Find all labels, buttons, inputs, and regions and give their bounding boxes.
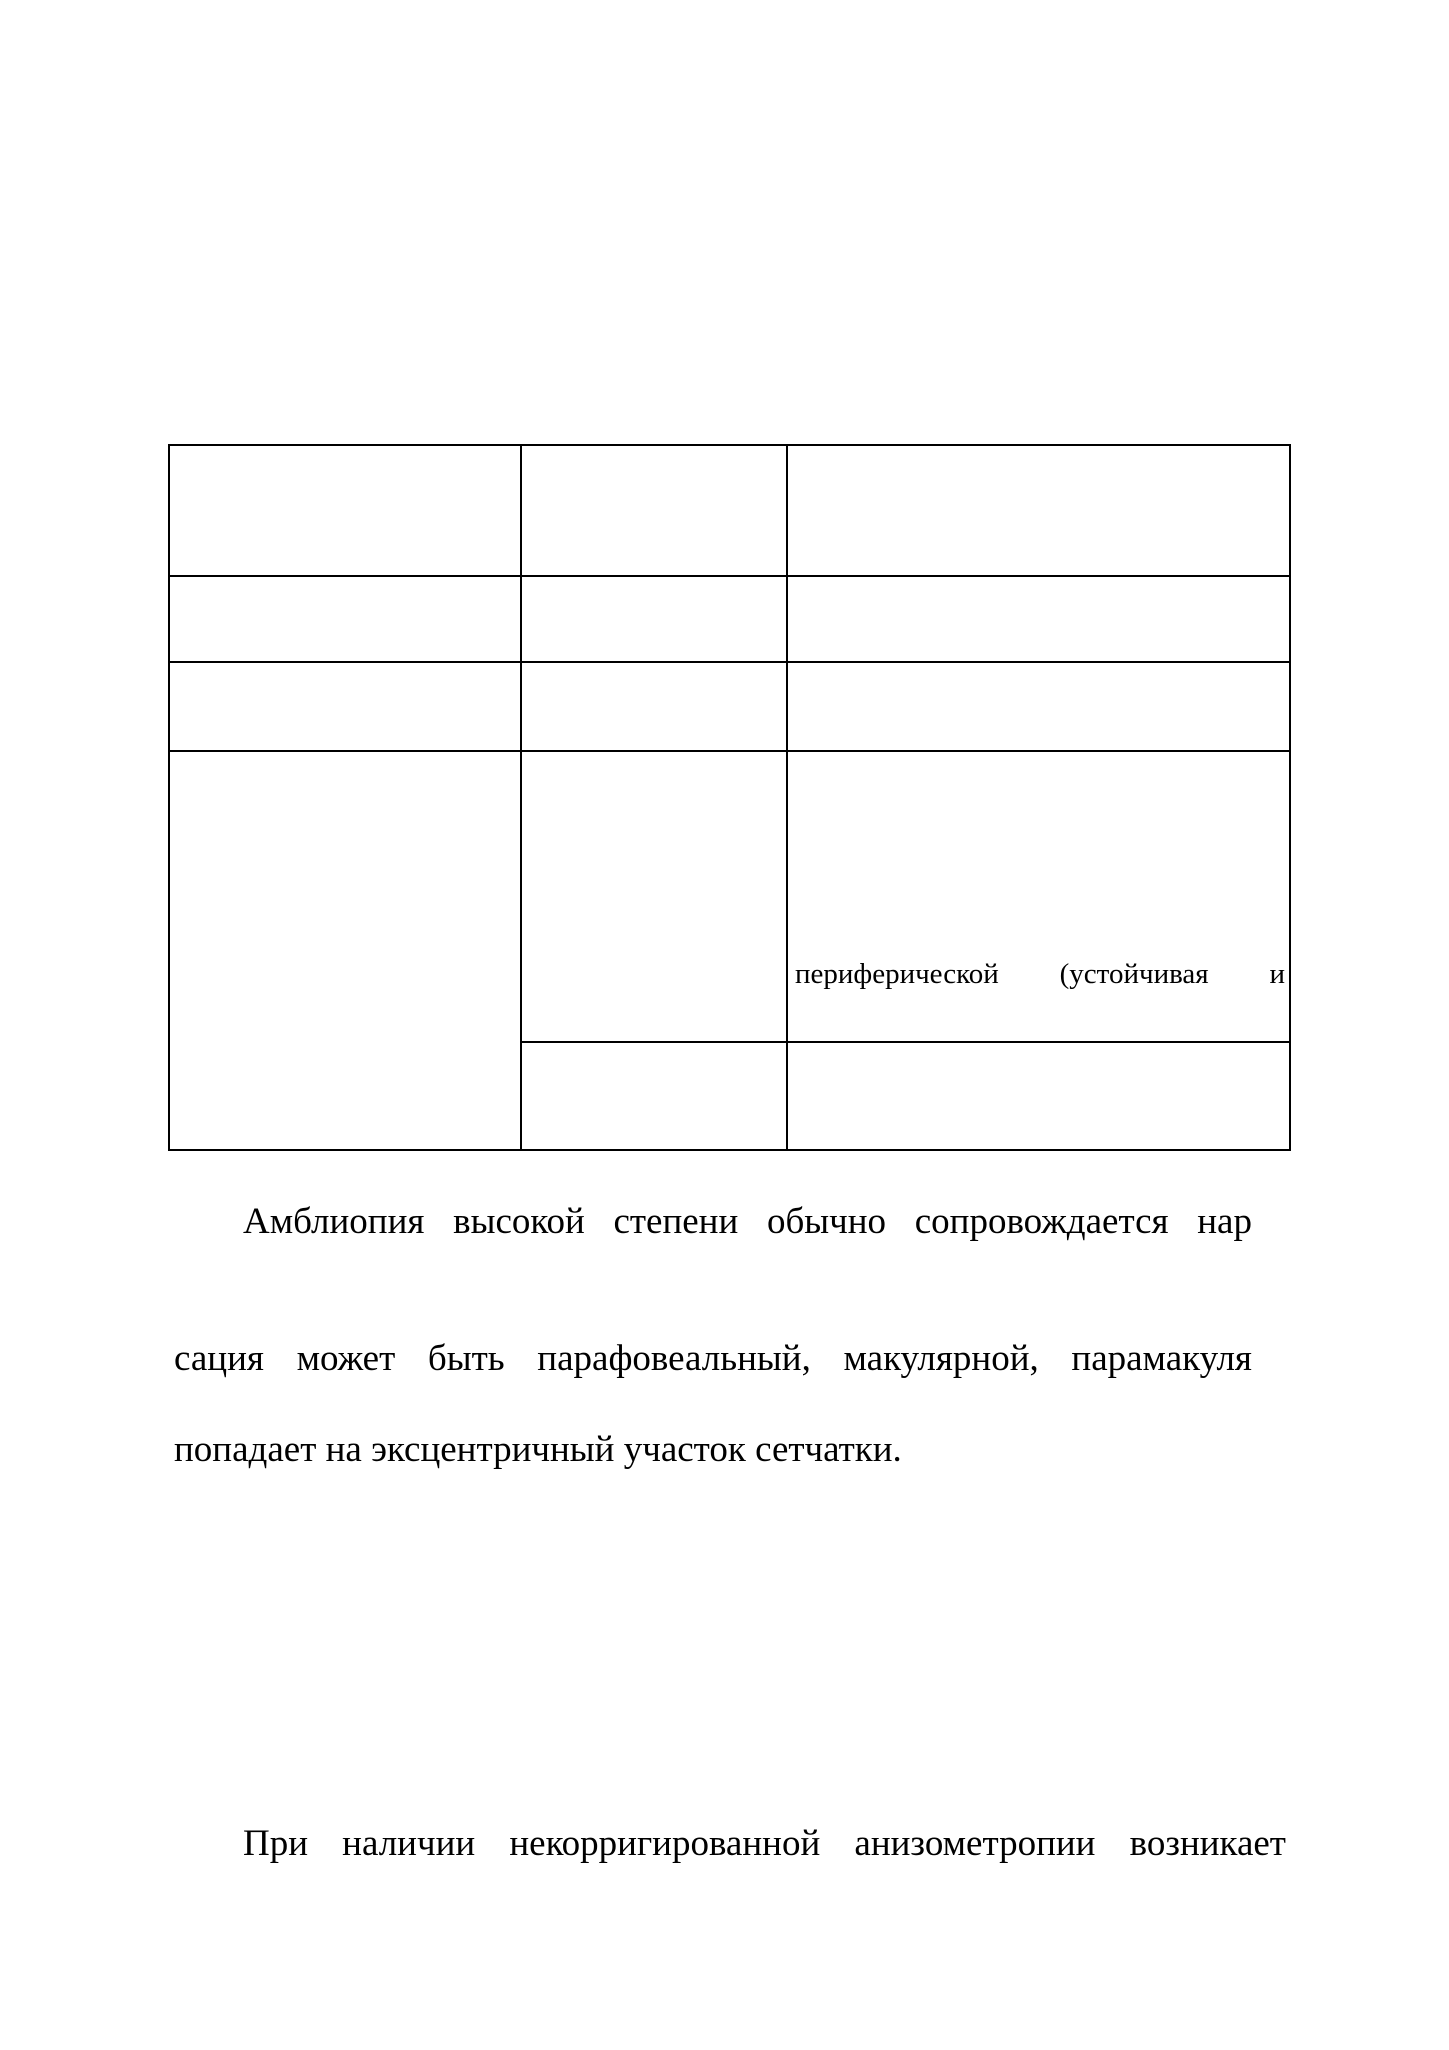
word: обычно — [766, 1201, 887, 1242]
paragraph-line — [243, 1825, 1286, 1862]
word: парафовеальный, — [537, 1338, 811, 1379]
table-cell — [787, 576, 1290, 662]
paragraph-line — [174, 1340, 1252, 1377]
table-cell — [521, 445, 787, 576]
table-cell — [169, 662, 521, 751]
word: Амблиопия — [243, 1201, 425, 1242]
word: возникает — [1129, 1823, 1286, 1864]
table-cell — [521, 576, 787, 662]
word: При — [243, 1823, 309, 1864]
word: некорригированной — [509, 1823, 821, 1864]
table-cell — [787, 662, 1290, 751]
table-row — [169, 662, 1290, 751]
table-cell — [169, 751, 521, 1150]
word: степени — [613, 1201, 739, 1242]
table-row — [169, 445, 1290, 576]
table-cell — [521, 751, 787, 1042]
word: сопровождается — [914, 1201, 1169, 1242]
table-cell — [787, 751, 1290, 1042]
table-cell — [521, 662, 787, 751]
word: анизометропии — [854, 1823, 1096, 1864]
word: парамакуля — [1071, 1338, 1252, 1379]
table-row — [169, 751, 1290, 1042]
table-cell — [787, 445, 1290, 576]
table-cell — [169, 445, 521, 576]
word: высокой — [453, 1201, 585, 1242]
table-row — [169, 576, 1290, 662]
word: может — [296, 1338, 396, 1379]
word: быть — [427, 1338, 505, 1379]
word: нар — [1197, 1201, 1252, 1242]
table-cell — [521, 1042, 787, 1150]
cell-word: (устойчивая — [1059, 958, 1209, 990]
word: сация — [174, 1338, 264, 1379]
paragraph-line: попадает на эксцентричный участок сетчатки. — [174, 1429, 902, 1470]
table-cell — [787, 1042, 1290, 1150]
data-table — [168, 444, 1291, 1151]
word: макулярной, — [843, 1338, 1039, 1379]
word: наличии — [342, 1823, 476, 1864]
table-cell-text — [788, 958, 1289, 1041]
table-cell — [169, 576, 521, 662]
cell-word: и — [1269, 958, 1285, 990]
cell-word: периферической — [795, 958, 999, 990]
paragraph-line — [243, 1203, 1252, 1240]
